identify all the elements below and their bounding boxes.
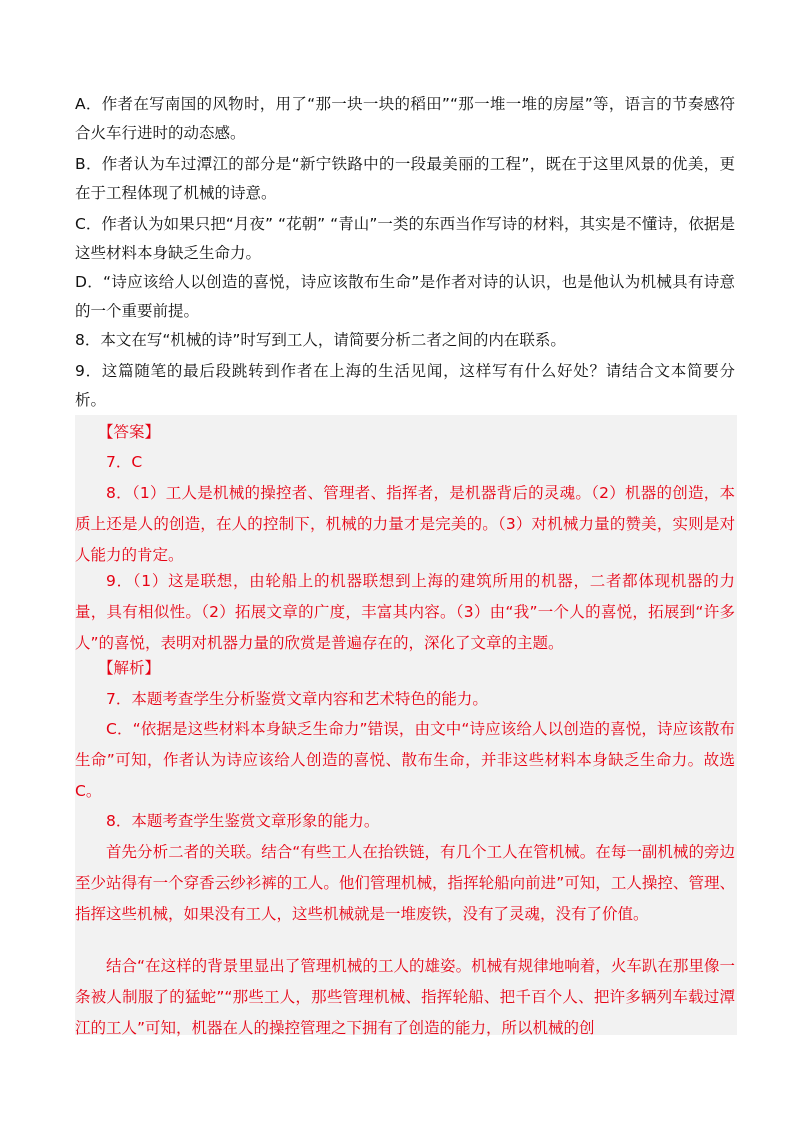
- answer-heading: 【答案】: [98, 423, 161, 441]
- analysis-heading: 【解析】: [98, 659, 161, 677]
- analysis-8-paragraph-2: 结合“在这样的背景里显出了管理机械的工人的雄姿。机械有规律地响着，火车趴在那里像一条被人制服了的猛蛇”“那些工人，那些管理机械、指挥轮船、把千百个人、把许多辆列车载过潭江的工人”可知，机器在人的操控管理之下拥有了创造的能力，所以机械的创: [75, 957, 735, 1037]
- answer-9: 9．（1）这是联想，由轮船上的机器联想到上海的建筑所用的机器，二者都体现机器的力量，具有相似性。（2）拓展文章的广度，丰富其内容。（3）由“我”一个人的喜悦，拓展到“许多人”的喜悦，表明对机器力量的欣赏是普遍存在的，深化了文章的主题。: [75, 572, 735, 652]
- option-b: B．作者认为车过潭江的部分是“新宁铁路中的一段最美丽的工程”，既在于这里风景的优美，更在于工程体现了机械的诗意。: [75, 155, 735, 202]
- analysis-7c: C．“依据是这些材料本身缺乏生命力”错误，由文中“诗应该给人以创造的喜悦，诗应该散布生命”可知，作者认为诗应该给人创造的喜悦、散布生命，并非这些材料本身缺乏生命力。故选C。: [75, 720, 735, 800]
- answer-8: 8．（1）工人是机械的操控者、管理者、指挥者，是机器背后的灵魂。（2）机器的创造，本质上还是人的创造，在人的控制下，机械的力量才是完美的。（3）对机械力量的赞美，实则是对人能力的肯定。: [75, 484, 735, 564]
- option-d: D．“诗应该给人以创造的喜悦，诗应该散布生命”是作者对诗的认识，也是他认为机械具有诗意的一个重要前提。: [75, 273, 735, 320]
- analysis-8-paragraph-1: 首先分析二者的关联。结合“有些工人在抬铁链，有几个工人在管机械。在每一副机械的旁边至少站得有一个穿香云纱衫裤的工人。他们管理机械，指挥轮船向前进”可知，工人操控、管理、指挥这些机械，如果没有工人，这些机械就是一堆废铁，没有了灵魂，没有了价值。: [75, 843, 735, 923]
- analysis-7: 7．本题考查学生分析鉴赏文章内容和艺术特色的能力。: [106, 690, 488, 708]
- question-9: 9．这篇随笔的最后段跳转到作者在上海的生活见闻，这样写有什么好处？请结合文本简要分析。: [75, 362, 735, 409]
- analysis-8: 8．本题考查学生鉴赏文章形象的能力。: [106, 812, 380, 830]
- option-c: C．作者认为如果只把“月夜” “花朝” “青山”一类的东西当作写诗的材料，其实是不懂诗，依据是这些材料本身缺乏生命力。: [75, 215, 735, 262]
- question-8: 8．本文在写“机械的诗”时写到工人，请简要分析二者之间的内在联系。: [75, 331, 566, 349]
- option-a: A．作者在写南国的风物时，用了“那一块一块的稻田”“那一堆一堆的房屋”等，语言的节奏感符合火车行进时的动态感。: [75, 95, 735, 142]
- answer-7: 7．C: [106, 453, 143, 471]
